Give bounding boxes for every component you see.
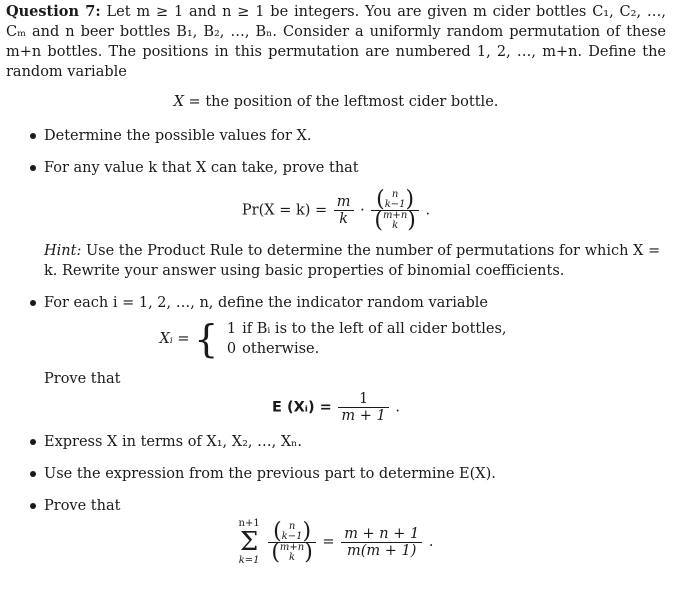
sum-term-denominator (268, 539, 316, 565)
sum-equals: = (322, 534, 335, 550)
use-expression-text: Use the expression from the previous part to determine E(X). (44, 466, 496, 482)
case0-condition: otherwise. (242, 341, 320, 357)
item-express (6, 432, 666, 452)
xi-lhs: Xᵢ = (159, 331, 190, 347)
item-indicator (6, 293, 666, 313)
sum-binom-mn-k: ( m+n k ) (271, 539, 313, 565)
question-intro (6, 2, 666, 82)
bullet (30, 503, 36, 509)
x-definition (6, 92, 666, 112)
sum-lower-limit: k=1 (238, 555, 260, 566)
binom-n-k-1: ( n k−1 ) (376, 187, 415, 212)
prove-that-label: Prove that (44, 371, 121, 387)
binom-fraction (371, 187, 419, 233)
binom-top-upper: n (391, 189, 399, 200)
sum-rhs-fraction (341, 526, 422, 559)
sum-end: . (428, 534, 434, 550)
sum-upper-limit: n+1 (238, 518, 260, 529)
hint-text: Use the Product Rule to determine the number of permutations for which X = k. Rewrite your answer using basic properties of binomial coefficients. (44, 243, 661, 279)
pr-fraction (334, 194, 354, 227)
item-prove-pr (6, 158, 666, 178)
hint-label: Hint: (44, 243, 82, 259)
bullet (30, 165, 36, 171)
sum-formula (6, 518, 666, 566)
x-definition-rhs: the position of the leftmost cider bottle. (205, 94, 499, 110)
bullet (30, 439, 36, 445)
case0-value: 0 (226, 341, 237, 357)
case-row (227, 339, 513, 359)
bullet (30, 300, 36, 306)
express-text: Express X in terms of X₁, X₂, …, Xₙ. (44, 434, 303, 450)
bullet (30, 133, 36, 139)
pr-frac-num: m (334, 194, 354, 211)
exi-end: . (395, 399, 400, 416)
binom-bot-upper: m+n (382, 210, 408, 221)
xi-definition (6, 319, 666, 359)
bullet (30, 471, 36, 477)
exi-fraction (338, 391, 388, 424)
case1-condition: if Bᵢ is to the left of all cider bottles, (242, 321, 507, 337)
sum-rhs-num: m + n + 1 (341, 526, 422, 543)
exi-formula (6, 391, 666, 424)
binom-mn-k: ( m+n k ) (374, 208, 416, 233)
sum-binom-bot-upper: m+n (279, 541, 305, 553)
binom-denominator (371, 208, 419, 233)
case-row (227, 319, 513, 339)
question-label: Question 7: (6, 3, 101, 20)
pr-end: . (425, 202, 431, 219)
pr-frac-den: k (339, 211, 349, 227)
question-page (6, 2, 666, 574)
sum-symbol: Σ (239, 527, 259, 557)
sum-binom-bot-lower: k (289, 551, 296, 563)
sum-binom-n-k-1: ( n k−1 ) (273, 518, 312, 544)
brace: { (194, 317, 219, 361)
pr-dot: · (360, 202, 365, 219)
sum-rhs-den: m(m + 1) (347, 542, 417, 559)
sum-binom-top-upper: n (288, 520, 296, 532)
binom-top-lower: k−1 (384, 199, 406, 210)
summation (239, 518, 260, 566)
hint (44, 241, 666, 281)
exi-den: m + 1 (341, 408, 386, 424)
sum-binom-top-lower: k−1 (281, 530, 303, 542)
case1-value: 1 (226, 321, 237, 337)
sum-term-fraction (268, 518, 316, 565)
question-intro-text: Let m ≥ 1 and n ≥ 1 be integers. You are given m cider bottles C₁, C₂, …, Cₘ and n beer bottles B₁, B₂, …, Bₙ. Consider a uniformly random permutation of these m+n bottles. The positions in this permutation are numbered 1, 2, …, m+n. Define the random variable (6, 4, 666, 80)
binom-bot-lower: k (392, 220, 399, 231)
exi-num: 1 (338, 391, 388, 408)
item-possible-values (6, 126, 666, 146)
prove-that-2: Prove that (44, 498, 121, 514)
x-definition-lhs: X = (173, 94, 201, 110)
indicator-intro-text: For each i = 1, 2, …, n, define the indicator random variable (44, 295, 489, 311)
xi-cases (194, 319, 512, 359)
item-use-expression (6, 464, 666, 484)
exi-lhs: E (Xᵢ) = (272, 399, 332, 416)
possible-values-text: Determine the possible values for X. (44, 128, 312, 144)
pr-lhs: Pr(X = k) = (241, 202, 328, 219)
item-prove-sum (6, 496, 666, 516)
prove-intro-text: For any value k that X can take, prove that (44, 160, 359, 176)
pr-formula (6, 187, 666, 233)
